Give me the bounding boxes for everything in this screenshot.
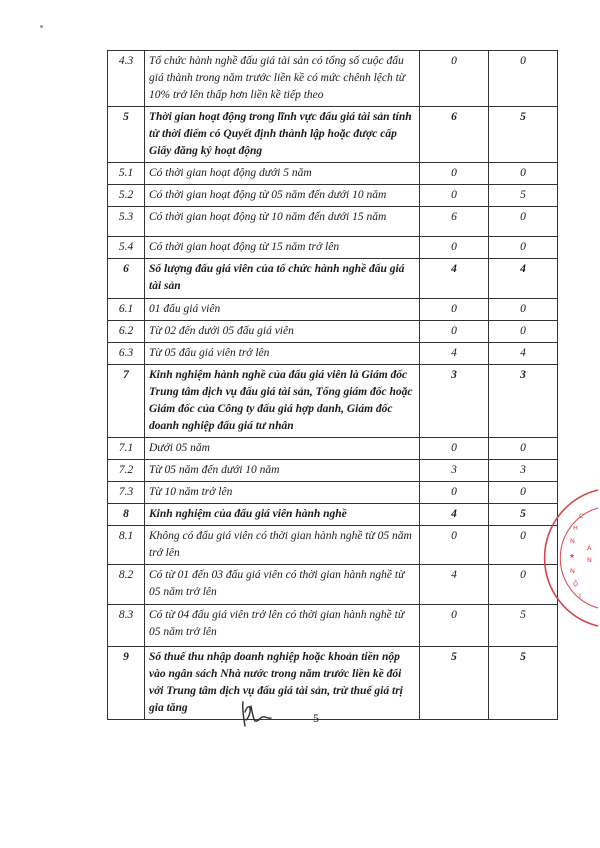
- row-number: 6.2: [108, 321, 145, 343]
- score-column-1: 5: [420, 647, 489, 720]
- table-row: [108, 526, 558, 565]
- row-number: 5.1: [108, 163, 145, 185]
- score-column-1: 0: [420, 321, 489, 343]
- score-column-1: 0: [420, 237, 489, 259]
- criterion-text: Từ 05 đấu giá viên trở lên: [145, 343, 420, 365]
- table-row: [108, 237, 558, 259]
- score-column-2: 4: [489, 343, 558, 365]
- table-row: [108, 647, 558, 720]
- table-row: [108, 438, 558, 460]
- score-column-2: 0: [489, 163, 558, 185]
- row-number: 7.3: [108, 482, 145, 504]
- criterion-text: Có thời gian hoạt động từ 05 năm đến dưới 10 năm: [145, 185, 420, 207]
- table-row: [108, 51, 558, 107]
- table-row: [108, 482, 558, 504]
- score-column-1: 6: [420, 107, 489, 163]
- score-column-1: 4: [420, 343, 489, 365]
- row-number: 8.3: [108, 605, 145, 647]
- table-row: [108, 299, 558, 321]
- criterion-text: Kinh nghiệm của đấu giá viên hành nghề: [145, 504, 420, 526]
- row-number: 4.3: [108, 51, 145, 107]
- table-row: [108, 565, 558, 605]
- criterion-text: Từ 02 đến dưới 05 đấu giá viên: [145, 321, 420, 343]
- table-row: [108, 343, 558, 365]
- score-column-1: 4: [420, 565, 489, 605]
- criterion-text: Từ 10 năm trở lên: [145, 482, 420, 504]
- criterion-text: Kinh nghiệm hành nghề của đấu giá viên là Giám đốc Trung tâm dịch vụ đấu giá tài sản, Tổng giám đốc hoặc Giám đốc của Công ty đấu giá hợp danh, Giám đốc doanh nghiệp đấu giá tư nhân: [145, 365, 420, 438]
- row-number: 6.3: [108, 343, 145, 365]
- score-column-1: 4: [420, 504, 489, 526]
- criterion-text: Có thời gian hoạt động từ 15 năm trở lên: [145, 237, 420, 259]
- score-column-2: 5: [489, 504, 558, 526]
- score-column-1: 4: [420, 259, 489, 299]
- table-row: [108, 605, 558, 647]
- score-column-2: 0: [489, 565, 558, 605]
- score-column-1: 0: [420, 605, 489, 647]
- score-column-1: 0: [420, 438, 489, 460]
- score-column-1: 3: [420, 365, 489, 438]
- score-column-2: 0: [489, 526, 558, 565]
- table-row: [108, 460, 558, 482]
- score-column-2: 5: [489, 107, 558, 163]
- score-column-2: 0: [489, 299, 558, 321]
- scan-dot: [40, 25, 43, 28]
- score-column-2: 0: [489, 482, 558, 504]
- criterion-text: Có từ 04 đấu giá viên trở lên có thời gian hành nghề từ 05 năm trở lên: [145, 605, 420, 647]
- table-row: [108, 207, 558, 237]
- score-column-2: 4: [489, 259, 558, 299]
- score-column-2: 0: [489, 438, 558, 460]
- score-column-1: 0: [420, 482, 489, 504]
- criterion-text: Dưới 05 năm: [145, 438, 420, 460]
- row-number: 7: [108, 365, 145, 438]
- score-column-1: 0: [420, 299, 489, 321]
- red-seal-stamp-icon: [543, 488, 600, 628]
- table-row: [108, 163, 558, 185]
- table-row: [108, 185, 558, 207]
- criterion-text: Có thời gian hoạt động dưới 5 năm: [145, 163, 420, 185]
- row-number: 7.2: [108, 460, 145, 482]
- row-number: 9: [108, 647, 145, 720]
- row-number: 5.3: [108, 207, 145, 237]
- criterion-text: Từ 05 năm đến dưới 10 năm: [145, 460, 420, 482]
- signature-icon: [237, 700, 277, 728]
- table-row: [108, 259, 558, 299]
- score-column-1: 0: [420, 51, 489, 107]
- criterion-text: 01 đấu giá viên: [145, 299, 420, 321]
- table-row: [108, 321, 558, 343]
- score-column-2: 0: [489, 51, 558, 107]
- row-number: 8.2: [108, 565, 145, 605]
- page-number: 5: [313, 711, 319, 725]
- table-row: [108, 107, 558, 163]
- row-number: 8.1: [108, 526, 145, 565]
- score-column-1: 3: [420, 460, 489, 482]
- criterion-text: Thời gian hoạt động trong lĩnh vực đấu giá tài sản tính từ thời điểm có Quyết định thành lập hoặc được cấp Giấy đăng ký hoạt động: [145, 107, 420, 163]
- criterion-text: Tổ chức hành nghề đấu giá tài sản có tổng số cuộc đấu giá thành trong năm trước liền kề có mức chênh lệch từ 10% trở lên thấp hơn liền kề tiếp theo: [145, 51, 420, 107]
- row-number: 5: [108, 107, 145, 163]
- criterion-text: Số thuế thu nhập doanh nghiệp hoặc khoản tiền nộp vào ngân sách Nhà nước trong năm trước liền kề đối với Trung tâm dịch vụ đấu giá tài sản, trừ thuế giá trị gia tăng: [145, 647, 420, 720]
- criterion-text: Số lượng đấu giá viên của tổ chức hành nghề đấu giá tài sản: [145, 259, 420, 299]
- row-number: 8: [108, 504, 145, 526]
- row-number: 7.1: [108, 438, 145, 460]
- criterion-text: Có thời gian hoạt động từ 10 năm đến dưới 15 năm: [145, 207, 420, 237]
- score-column-1: 6: [420, 207, 489, 237]
- score-column-2: 0: [489, 237, 558, 259]
- table-row: [108, 504, 558, 526]
- criteria-table-body: [108, 51, 558, 720]
- score-column-2: 5: [489, 647, 558, 720]
- row-number: 6.1: [108, 299, 145, 321]
- score-column-1: 0: [420, 185, 489, 207]
- score-column-1: 0: [420, 163, 489, 185]
- criterion-text: Có từ 01 đến 03 đấu giá viên có thời gian hành nghề từ 05 năm trở lên: [145, 565, 420, 605]
- score-column-2: 0: [489, 321, 558, 343]
- svg-text:C H N ★: C H N ★ N Ộ I À N: [569, 512, 592, 600]
- score-column-1: 0: [420, 526, 489, 565]
- row-number: 5.4: [108, 237, 145, 259]
- score-column-2: 3: [489, 460, 558, 482]
- criteria-table: [107, 50, 558, 720]
- table-row: [108, 365, 558, 438]
- row-number: 6: [108, 259, 145, 299]
- row-number: 5.2: [108, 185, 145, 207]
- score-column-2: 5: [489, 605, 558, 647]
- score-column-2: 5: [489, 185, 558, 207]
- criterion-text: Không có đấu giá viên có thời gian hành nghề từ 05 năm trở lên: [145, 526, 420, 565]
- score-column-2: 0: [489, 207, 558, 237]
- score-column-2: 3: [489, 365, 558, 438]
